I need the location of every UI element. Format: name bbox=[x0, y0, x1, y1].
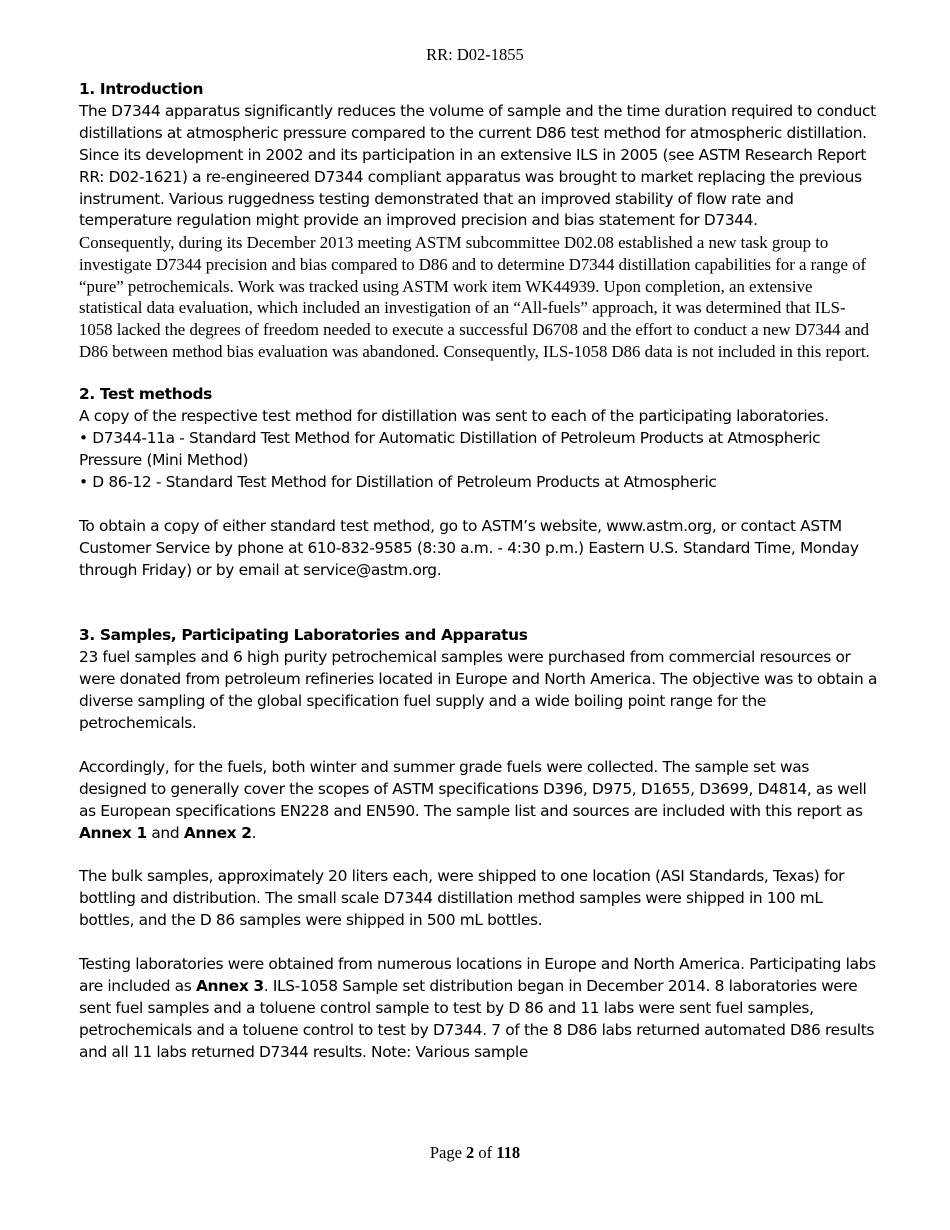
annex-1-reference: Annex 1 bbox=[79, 823, 147, 842]
section-heading-introduction: 1. Introduction bbox=[79, 80, 204, 98]
of-label: of bbox=[478, 1143, 493, 1162]
page-number: 2 bbox=[466, 1143, 475, 1162]
introduction-paragraph-2: Consequently, during its December 2013 meeting ASTM subcommittee D02.08 established a new task group to investigate D7344 precision and bias compared to D86 and to determine D7344 distillation capabilities for a range of “pure” petrochemicals. Work was tracked using ASTM work item WK44939. Upon completion, an extensive statistical data evaluation, which included an investigation of an “All-fuels” approach, it was determined that ILS-1058 lacked the degrees of freedom needed to execute a successful D6708 and the effort to conduct a new D7344 and D86 between method bias evaluation was abandoned. Consequently, ILS-1058 D86 data is not included in this report. bbox=[79, 233, 870, 361]
page-footer bbox=[0, 1143, 950, 1163]
samples-paragraph-3: The bulk samples, approximately 20 liters each, were shipped to one location (ASI Standards, Texas) for bottling and distribution. The small scale D7344 distillation method samples were shipped in 100 mL bottles, and the D 86 samples were shipped in 500 mL bottles. bbox=[79, 867, 845, 930]
page-label: Page bbox=[429, 1143, 462, 1162]
test-methods-paragraph-2: To obtain a copy of either standard test method, go to ASTM’s website, www.astm.org, or contact ASTM Customer Service by phone at 610-832-9585 (8:30 a.m. - 4:30 p.m.) Eastern U.S. Standard Time, Monday through Friday) or by email at service@astm.org. bbox=[79, 516, 859, 579]
page-total: 118 bbox=[496, 1143, 521, 1162]
samples-paragraph-4: Testing laboratories were obtained from numerous locations in Europe and North America. Participating labs are included as Annex 3. ILS-1058 Sample set distribution began in December 2014. 8 laboratories were sent fuel samples and a toluene control sample to test by D 86 and 11 labs were sent fuel samples, petrochemicals and a toluene control to test by D7344. 7 of the 8 D86 labs returned automated D86 results and all 11 labs returned D7344 results. Note: Various sample bbox=[79, 954, 876, 1061]
introduction-paragraph-1: The D7344 apparatus significantly reduces the volume of sample and the time duration required to conduct distillations at atmospheric pressure compared to the current D86 test method for atmospheric distillation. Since its development in 2002 and its participation in an extensive ILS in 2005 (see ASTM Research Report RR: D02-1621) a re-engineered D7344 compliant apparatus was brought to market replacing the previous instrument. Various ruggedness testing demonstrated that an improved stability of flow rate and temperature regulation might provide an improved precision and bias statement for D7344. bbox=[79, 101, 876, 230]
test-method-bullet-d86: • D 86-12 - Standard Test Method for Distillation of Petroleum Products at Atmospheric bbox=[79, 473, 717, 492]
annex-3-reference: Annex 3 bbox=[195, 976, 264, 995]
samples-paragraph-1: 23 fuel samples and 6 high purity petrochemical samples were purchased from commercial resources or were donated from petroleum refineries located in Europe and North America. The objective was to obtain a diverse sampling of the global specification fuel supply and a wide boiling point range for the petrochemicals. bbox=[79, 648, 878, 733]
annex-2-reference: Annex 2 bbox=[183, 823, 252, 842]
section-heading-test-methods: 2. Test methods bbox=[79, 385, 212, 404]
samples-paragraph-2: Accordingly, for the fuels, both winter and summer grade fuels were collected. The sample set was designed to generally cover the scopes of ASTM specifications D396, D975, D1655, D3699, D4814, as well as European specifications EN228 and EN590. The sample list and sources are included with this report as Annex 1 and Annex 2. bbox=[79, 757, 867, 842]
page-header bbox=[0, 45, 950, 65]
test-method-bullet-d7344: • D7344-11a - Standard Test Method for Automatic Distillation of Petroleum Products at Atmospheric Pressure (Mini Method) bbox=[79, 429, 821, 470]
section-heading-samples: 3. Samples, Participating Laboratories and Apparatus bbox=[79, 626, 528, 645]
report-id: RR: D02-1855 bbox=[426, 45, 524, 64]
page-content bbox=[79, 79, 879, 1063]
test-methods-paragraph-1: A copy of the respective test method for distillation was sent to each of the participating laboratories. bbox=[79, 407, 829, 426]
